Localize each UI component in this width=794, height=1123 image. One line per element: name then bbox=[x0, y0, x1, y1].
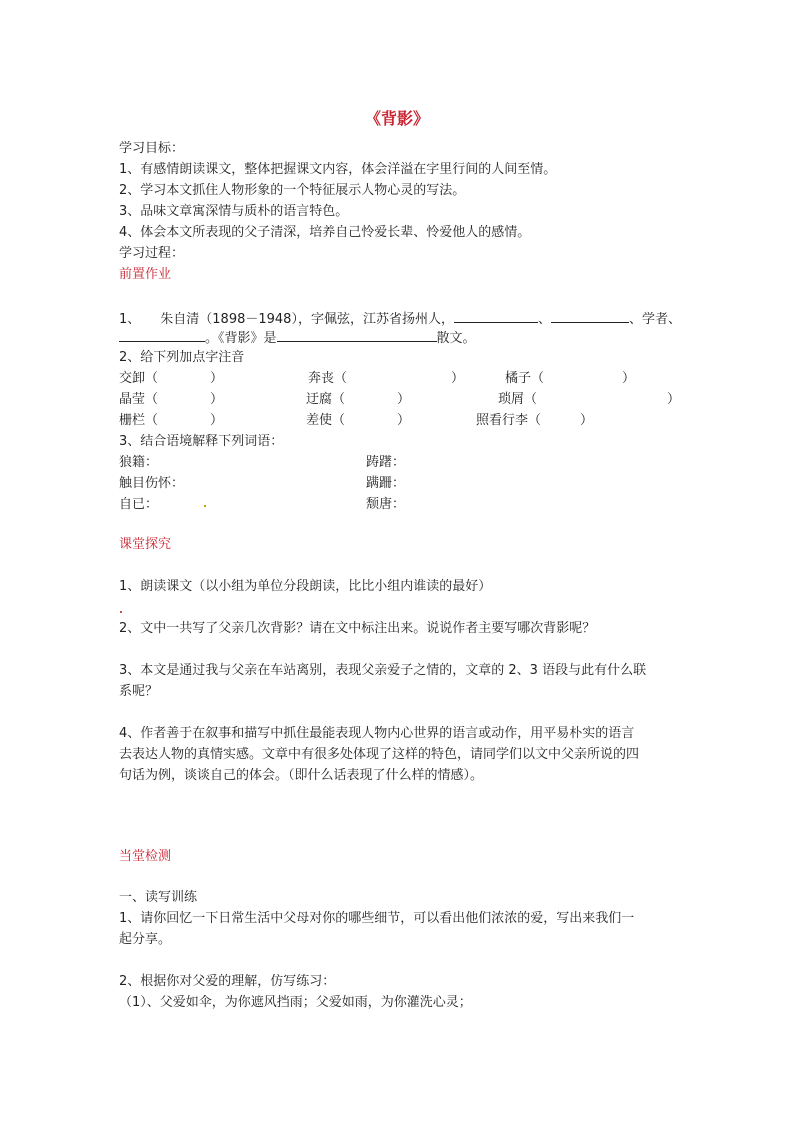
test-q1-line: 1、请你回忆一下日常生活中父母对你的哪些细节，可以看出他们浓浓的爱，写出来我们一 bbox=[119, 911, 635, 926]
vocab-term: 触目伤怀： bbox=[119, 476, 185, 491]
pre-homework-heading: 前置作业 bbox=[119, 267, 172, 282]
q1-sep: 、 bbox=[537, 312, 551, 327]
q1-text-c: 。《背影》是 bbox=[205, 331, 277, 346]
objective-item: 4、体会本文所表现的父子清深，培养自己怜爱长辈、怜爱他人的感情。 bbox=[119, 225, 531, 240]
vocab-term: 蹒跚： bbox=[366, 476, 406, 491]
pinyin-item: 照看行李（ ） bbox=[476, 413, 594, 428]
vocab-term: 自已： bbox=[119, 497, 159, 512]
test-section-heading: 一、读写训练 bbox=[119, 890, 198, 905]
objectives-heading: 学习目标： bbox=[119, 141, 185, 156]
pinyin-item: 橘子（ ） bbox=[505, 371, 636, 386]
blank-4[interactable] bbox=[277, 328, 437, 342]
vocab-term: 颓唐： bbox=[366, 497, 406, 512]
test-example: （1）、父爱如伞，为你遮风挡雨；父爱如雨，为你灌洗心灵； bbox=[119, 995, 472, 1010]
explore-q4-line: 去表达人物的真情实感。文章中有很多处体现了这样的特色，请同学们以文中父亲所说的四 bbox=[119, 747, 640, 762]
stray-dot bbox=[204, 505, 206, 507]
q1-text-a: 朱自清（1898－1948），字佩弦，江苏省扬州人， bbox=[160, 312, 454, 327]
explore-q3-line: 系呢？ bbox=[119, 684, 159, 699]
pinyin-item: 栅栏（ ） bbox=[119, 413, 224, 428]
objective-item: 1、有感情朗读课文，整体把握课文内容，体会洋溢在字里行间的人间至情。 bbox=[119, 162, 557, 177]
q3-heading: 3、结合语境解释下列词语： bbox=[119, 434, 284, 449]
blank-3[interactable] bbox=[119, 328, 205, 342]
q1-number: 1、 bbox=[119, 312, 141, 327]
pinyin-item: 迂腐（ ） bbox=[306, 392, 411, 407]
test-q2: 2、根据你对父爱的理解，仿写练习： bbox=[119, 974, 336, 989]
explore-q2: 2、文中一共写了父亲几次背影？请在文中标注出来。说说作者主要写哪次背影呢？ bbox=[119, 621, 596, 636]
explore-q3-line: 3、本文是通过我与父亲在车站离别，表现父亲爱子之情的，文章的 2、3 语段与此有什么联 bbox=[119, 663, 647, 678]
explore-q4-line: 句话为例，谈谈自己的体会。（即什么话表现了什么样的情感）。 bbox=[119, 768, 484, 783]
q1-text-b: 、学者、 bbox=[628, 312, 681, 327]
pinyin-item: 奔丧（ ） bbox=[308, 371, 465, 386]
page-title: 《背影》 bbox=[364, 109, 429, 128]
test-q1-line: 起分享。 bbox=[119, 932, 172, 947]
stray-dot bbox=[120, 611, 122, 613]
class-explore-heading: 课堂探究 bbox=[119, 537, 172, 552]
pre-homework-q1-line2 bbox=[119, 328, 476, 348]
pre-homework-q1-line1 bbox=[119, 309, 681, 329]
pinyin-item: 琐屑（ ） bbox=[498, 392, 681, 407]
objective-item: 2、学习本文抓住人物形象的一个特征展示人物心灵的写法。 bbox=[119, 183, 466, 198]
pinyin-item: 差使（ ） bbox=[306, 413, 411, 428]
vocab-term: 踌躇： bbox=[366, 455, 406, 470]
process-heading: 学习过程： bbox=[119, 246, 185, 261]
blank-1[interactable] bbox=[454, 309, 538, 323]
blank-2[interactable] bbox=[551, 309, 629, 323]
vocab-term: 狼籍： bbox=[119, 455, 159, 470]
q1-text-d: 散文。 bbox=[436, 331, 476, 346]
pinyin-item: 晶莹（ ） bbox=[119, 392, 224, 407]
objective-item: 3、品味文章寓深情与质朴的语言特色。 bbox=[119, 204, 349, 219]
pinyin-item: 交卸（ ） bbox=[119, 371, 224, 386]
q2-heading: 2、给下列加点字注音 bbox=[119, 350, 245, 365]
explore-q1: 1、朗读课文（以小组为单位分段朗读，比比小组内谁读的最好） bbox=[119, 579, 492, 594]
in-class-test-heading: 当堂检测 bbox=[119, 849, 172, 864]
explore-q4-line: 4、作者善于在叙事和描写中抓住最能表现人物内心世界的语言或动作，用平易朴实的语言 bbox=[119, 726, 635, 741]
